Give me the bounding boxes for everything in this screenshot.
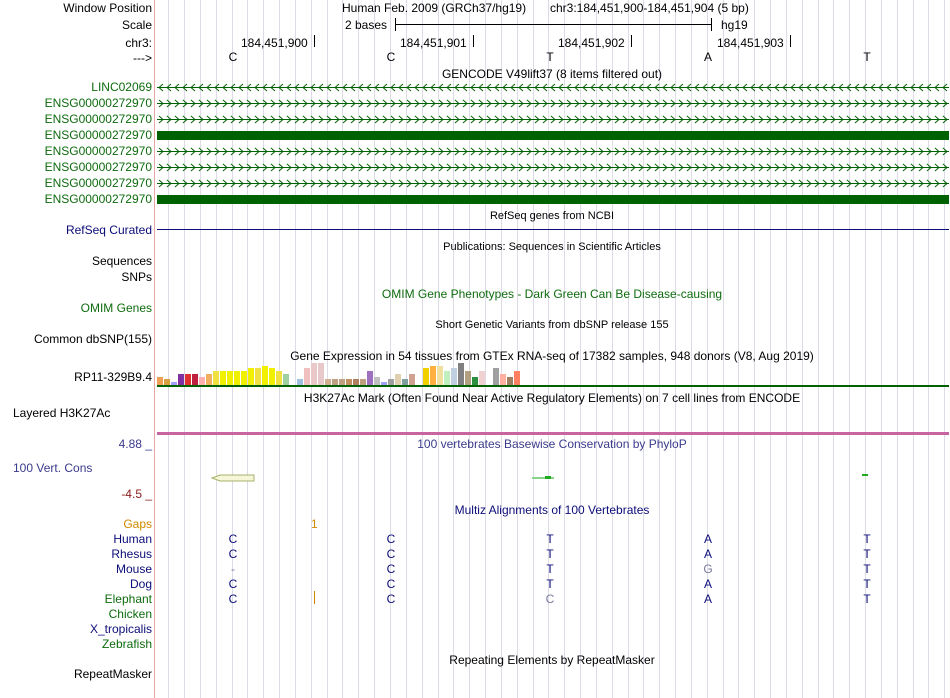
refseq-track-title: RefSeq genes from NCBI — [489, 210, 615, 222]
align-human-3: T — [546, 532, 554, 546]
gtex-tissue-bar[interactable] — [374, 377, 380, 385]
gene-ensg-2[interactable] — [157, 115, 949, 124]
align-dog-2: C — [386, 577, 396, 591]
align-human-1: C — [228, 532, 238, 546]
label-sequences[interactable]: Sequences — [91, 254, 152, 268]
gtex-tissue-bar[interactable] — [451, 368, 457, 385]
track-labels — [0, 0, 154, 698]
label-ensg-6[interactable]: ENSG00000272970 — [44, 176, 152, 190]
gene-ensg-5[interactable] — [157, 163, 949, 172]
label-divider — [154, 0, 155, 698]
gtex-tissue-bar[interactable] — [423, 368, 429, 385]
align-dog-1: C — [228, 577, 238, 591]
gtex-tissue-bar[interactable] — [318, 363, 324, 385]
align-human-2: C — [386, 532, 396, 546]
gtex-tissue-bar[interactable] — [472, 377, 478, 385]
gtex-tissue-bar[interactable] — [283, 374, 289, 385]
align-mouse-5: T — [863, 562, 871, 576]
base-1: C — [228, 50, 238, 64]
label-omim-genes[interactable]: OMIM Genes — [80, 301, 152, 315]
gtex-tissue-bar[interactable] — [304, 368, 310, 385]
gtex-tissue-bar[interactable] — [500, 374, 506, 385]
label-species-chicken[interactable]: Chicken — [108, 607, 152, 621]
gtex-track-title: Gene Expression in 54 tissues from GTEx RNA-seq of 17382 samples, 948 donors (V8, Aug 2019) — [290, 349, 814, 363]
gtex-tissue-bar[interactable] — [409, 374, 415, 385]
align-rhesus-4: A — [703, 547, 713, 561]
align-human-5: T — [863, 532, 871, 546]
coord-tick — [314, 35, 315, 47]
align-dog-3: T — [546, 577, 554, 591]
position-text: chr3:184,451,900-184,451,904 (5 bp) — [550, 1, 749, 15]
gtex-bar-chart[interactable] — [157, 362, 537, 385]
gtex-tissue-bar[interactable] — [199, 377, 205, 385]
gencode-track-title: GENCODE V49lift37 (8 items filtered out) — [441, 67, 663, 81]
label-common-dbsnp[interactable]: Common dbSNP(155) — [33, 332, 152, 346]
label-repeatmasker[interactable]: RepeatMasker — [73, 667, 152, 681]
label-ensg-3[interactable]: ENSG00000272970 — [44, 128, 152, 142]
gap-count: 1 — [311, 517, 318, 531]
gtex-tissue-bar[interactable] — [227, 371, 233, 385]
gtex-tissue-bar[interactable] — [206, 374, 212, 385]
align-dog-5: T — [863, 577, 871, 591]
gtex-tissue-bar[interactable] — [185, 374, 191, 385]
h3k27ac-track-title: H3K27Ac Mark (Often Found Near Active Regulatory Elements) on 7 cell lines from ENCODE — [303, 391, 801, 405]
label-species-zebrafish[interactable]: Zebrafish — [101, 637, 152, 651]
multiz-track-title: Multiz Alignments of 100 Vertebrates — [454, 503, 650, 517]
gtex-tissue-bar[interactable] — [178, 374, 184, 385]
repeatmasker-track-title: Repeating Elements by RepeatMasker — [449, 653, 655, 667]
label-layered-h3k27ac[interactable]: Layered H3K27Ac — [13, 406, 111, 420]
gtex-tissue-bar[interactable] — [262, 366, 268, 385]
gtex-tissue-bar[interactable] — [276, 371, 282, 385]
coord-2: 184,451,901 — [400, 36, 467, 50]
coord-tick — [473, 35, 474, 47]
gene-linc02069[interactable] — [157, 83, 949, 92]
gtex-tissue-bar[interactable] — [430, 366, 436, 385]
label-scale[interactable]: Scale — [121, 18, 152, 32]
gene-ensg-7[interactable] — [157, 195, 949, 204]
scale-text: 2 bases — [345, 18, 388, 32]
align-rhesus-2: C — [386, 547, 396, 561]
base-5: T — [863, 50, 871, 64]
align-elephant-2: C — [386, 592, 396, 606]
assembly-title: Human Feb. 2009 (GRCh37/hg19) — [342, 1, 527, 15]
align-mouse-3: T — [546, 562, 554, 576]
label-species-dog[interactable]: Dog — [129, 577, 152, 591]
gtex-tissue-bar[interactable] — [192, 374, 198, 385]
gene-ensg-1[interactable] — [157, 99, 949, 108]
coord-4: 184,451,903 — [717, 36, 784, 50]
align-dog-4: A — [703, 577, 713, 591]
label-cons-max: 4.88 _ — [118, 437, 152, 451]
coord-tick — [631, 35, 632, 47]
coord-1: 184,451,900 — [241, 36, 308, 50]
label-ensg-7[interactable]: ENSG00000272970 — [44, 192, 152, 206]
gene-ensg-3[interactable] — [157, 131, 949, 140]
align-mouse-4: G — [703, 562, 713, 576]
conservation-small-peak — [545, 476, 551, 479]
gtex-tissue-bar[interactable] — [493, 368, 499, 385]
label-species-human[interactable]: Human — [113, 532, 152, 546]
label-ensg-4[interactable]: ENSG00000272970 — [44, 144, 152, 158]
gtex-tissue-bar[interactable] — [157, 377, 163, 385]
scale-bar-left-end — [395, 18, 396, 31]
insertion-marker — [314, 591, 315, 604]
align-rhesus-5: T — [863, 547, 871, 561]
gtex-baseline — [157, 385, 949, 387]
gtex-tissue-bar[interactable] — [507, 377, 513, 385]
gtex-tissue-bar[interactable] — [479, 371, 485, 385]
gtex-tissue-bar[interactable] — [234, 371, 240, 385]
gtex-tissue-bar[interactable] — [213, 371, 219, 385]
label-ensg-5[interactable]: ENSG00000272970 — [44, 160, 152, 174]
gtex-tissue-bar[interactable] — [311, 363, 317, 385]
label-species-xtropicalis[interactable]: X_tropicalis — [89, 622, 152, 636]
gtex-tissue-bar[interactable] — [458, 363, 464, 385]
label-species-mouse[interactable]: Mouse — [115, 562, 152, 576]
align-elephant-3: C — [545, 592, 555, 606]
gtex-tissue-bar[interactable] — [220, 371, 226, 385]
scale-db: hg19 — [721, 18, 748, 32]
label-gaps[interactable]: Gaps — [123, 517, 152, 531]
gtex-tissue-bar[interactable] — [395, 374, 401, 385]
align-rhesus-1: C — [228, 547, 238, 561]
label-species-elephant[interactable]: Elephant — [104, 592, 152, 606]
gene-ensg-6[interactable] — [157, 179, 949, 188]
publications-track-title: Publications: Sequences in Scientific Articles — [443, 241, 661, 253]
gtex-tissue-bar[interactable] — [444, 371, 450, 385]
conservation-negative-region — [210, 473, 260, 483]
gtex-tissue-bar[interactable] — [437, 366, 443, 385]
gtex-tissue-bar[interactable] — [367, 371, 373, 385]
align-elephant-5: T — [863, 592, 871, 606]
base-3: T — [546, 50, 554, 64]
coord-tick — [790, 35, 791, 47]
base-4: A — [703, 50, 713, 64]
refseq-gene-line[interactable] — [157, 229, 949, 230]
gtex-tissue-bar[interactable] — [269, 368, 275, 385]
label-linc02069[interactable]: LINC02069 — [91, 80, 152, 94]
coord-3: 184,451,902 — [558, 36, 625, 50]
gtex-tissue-bar[interactable] — [514, 371, 520, 385]
dbsnp-track-title: Short Genetic Variants from dbSNP release 155 — [435, 319, 669, 331]
align-elephant-1: C — [228, 592, 238, 606]
omim-track-title: OMIM Gene Phenotypes - Dark Green Can Be Disease-causing — [381, 287, 723, 301]
gtex-tissue-bar[interactable] — [465, 371, 471, 385]
scale-bar-right-end — [711, 18, 712, 31]
scale-bar — [395, 24, 711, 25]
gene-ensg-4[interactable] — [157, 147, 949, 156]
label-ensg-2[interactable]: ENSG00000272970 — [44, 112, 152, 126]
conservation-track-title: 100 vertebrates Basewise Conservation by PhyloP — [417, 437, 687, 451]
h3k27ac-signal[interactable] — [157, 432, 949, 435]
align-human-4: A — [703, 532, 713, 546]
label-refseq-curated[interactable]: RefSeq Curated — [65, 223, 152, 237]
label-100-vert-cons[interactable]: 100 Vert. Cons — [13, 461, 93, 475]
label-gtex-gene[interactable]: RP11-329B9.4 — [74, 370, 152, 384]
label-ensg-1[interactable]: ENSG00000272970 — [44, 96, 152, 110]
align-mouse-1: - — [231, 562, 235, 576]
align-mouse-2: C — [386, 562, 396, 576]
align-rhesus-3: T — [546, 547, 554, 561]
label-window-position: Window Position — [63, 1, 152, 15]
align-elephant-4: A — [703, 592, 713, 606]
label-strand-arrow[interactable]: ---> — [133, 51, 152, 65]
base-2: C — [386, 50, 396, 64]
conservation-small-peak — [862, 474, 868, 476]
label-cons-min: -4.5 _ — [121, 487, 152, 501]
gtex-tissue-bar[interactable] — [248, 368, 254, 385]
label-chr[interactable]: chr3: — [125, 36, 152, 50]
label-snps[interactable]: SNPs — [121, 270, 152, 284]
gtex-tissue-bar[interactable] — [255, 368, 261, 385]
gtex-tissue-bar[interactable] — [241, 371, 247, 385]
label-species-rhesus[interactable]: Rhesus — [111, 547, 152, 561]
